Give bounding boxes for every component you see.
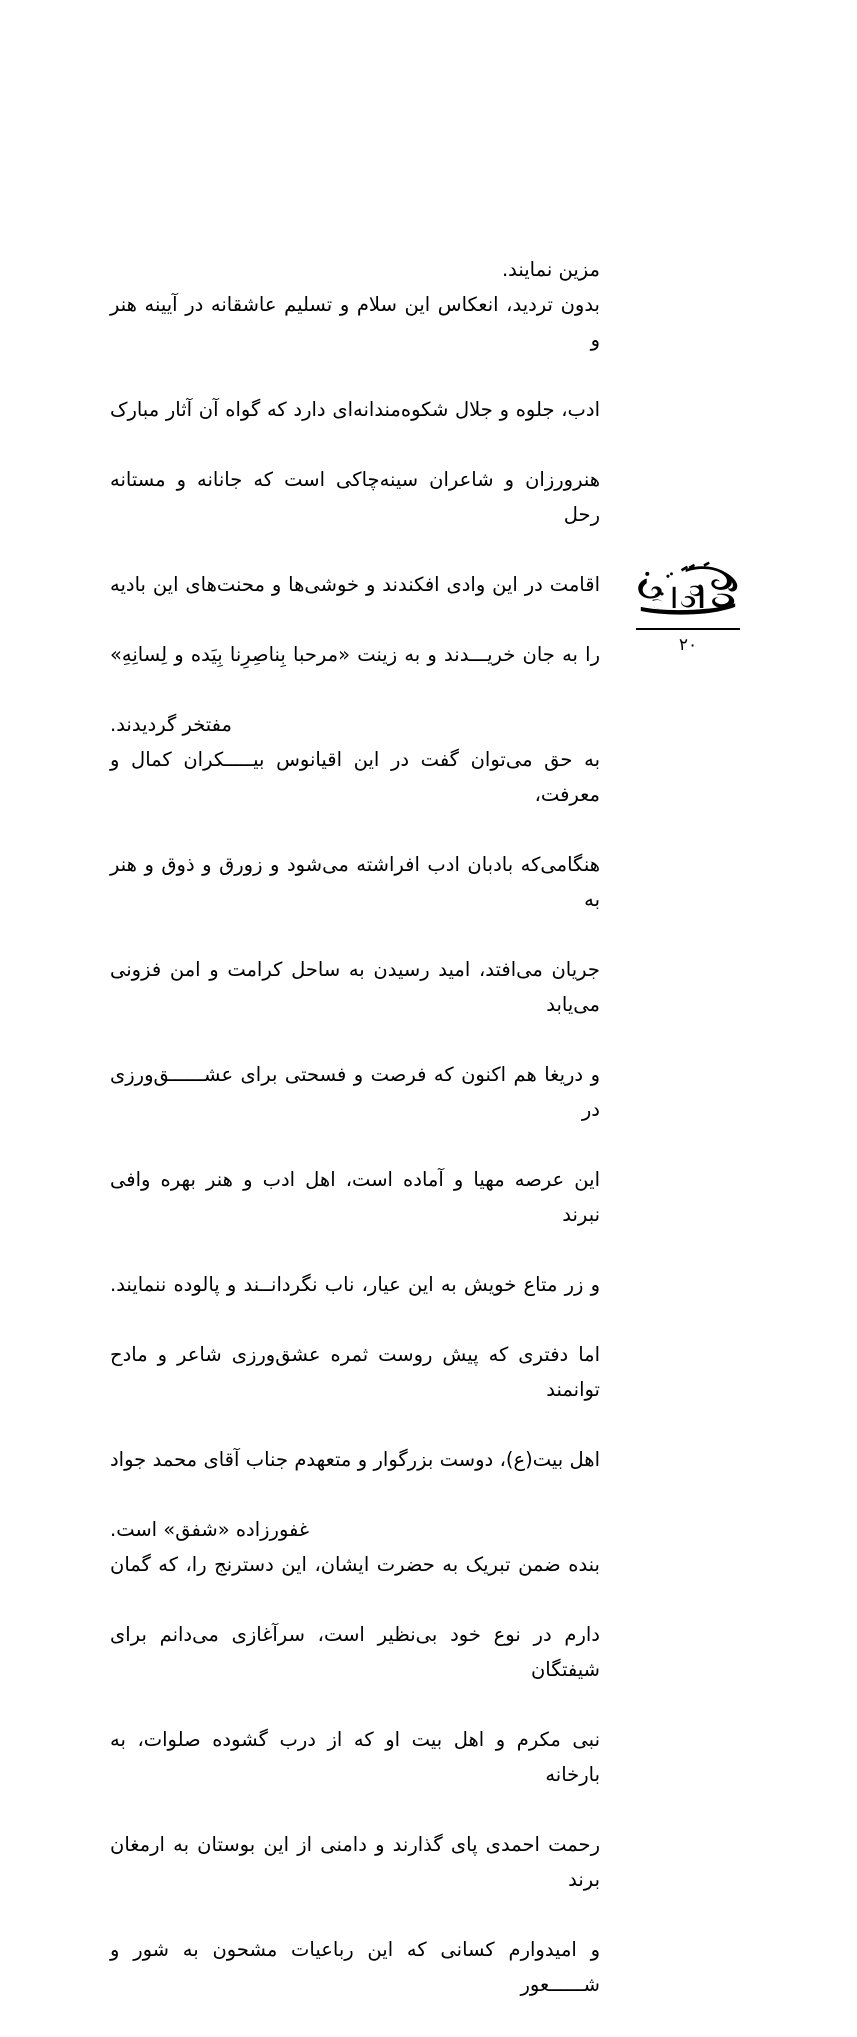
text-line: هنگامی‌که بادبان ادب افراشته می‌شود و زورق و ذوق و هنر به bbox=[103, 853, 600, 911]
text-line: اهل بیت(ع)، دوست بزرگوار و متعهدم جناب آقای محمد جواد bbox=[110, 1448, 600, 1471]
paragraph bbox=[103, 1337, 600, 1547]
text-line: هنرورزان و شاعران سینه‌چاکی است که جانانه و مستانه رحل bbox=[103, 468, 600, 526]
text-line: غفورزاده «شفق» است. bbox=[110, 1518, 310, 1541]
text-line: و زر متاع خویش به این عیار، ناب نگردانــند و پالوده ننمایند. bbox=[110, 1273, 600, 1296]
page-text-column bbox=[103, 252, 601, 2037]
text-line-arabic-quote: را به جان خریـــدند و به زینت «مرحبا بِناصِرِنا بِیَده و لِسانِهِ» bbox=[110, 643, 600, 666]
paragraph bbox=[110, 252, 600, 287]
text-line: دارم در نوع خود بی‌نظیر است، سرآغازی می‌دانم برای شیفتگان bbox=[103, 1623, 600, 1681]
page-number: ۲۰ bbox=[678, 635, 698, 655]
text-line: بدون تردید، انعکاس این سلام و تسلیم عاشقانه در آیینه هنر و bbox=[103, 293, 600, 351]
colophon-divider bbox=[636, 628, 740, 630]
text-line: مزین نمایند. bbox=[501, 258, 600, 281]
text-line: جریان می‌افتد، امید رسیدن به ساحل کرامت و امن فزونی می‌یابد bbox=[103, 958, 600, 1016]
text-line: اقامت در این وادی افکندند و خوشی‌ها و محنت‌های این بادیه bbox=[110, 573, 600, 596]
text-line: رحمت احمدی پای گذارند و دامنی از این بوستان به ارمغان برند bbox=[103, 1833, 600, 1891]
colophon-block bbox=[622, 552, 754, 657]
text-line: بنده ضمن تبریک به حضرت ایشان، این دسترنج را، که گمان bbox=[110, 1553, 600, 1576]
text-line: نبی مکرم و اهل بیت او که از درب گشوده صلوات، به بارخانه bbox=[103, 1728, 600, 1786]
text-line: و امیدوارم کسانی که این رباعیات مشحون به شور و شــــــعور bbox=[103, 1938, 600, 1996]
cheragh-salavat-calligraphy-logo bbox=[629, 552, 747, 624]
paragraph bbox=[103, 287, 600, 742]
text-line: به حق می‌توان گفت در این اقیانوس بیـــــکران کمال و معرفت، bbox=[103, 748, 601, 806]
text-line: ادب، جلوه و جلال شکوه‌مندانه‌ای دارد که گواه آن آثار مبارک bbox=[110, 398, 600, 421]
text-line: اما دفتری که پیش روست ثمره عشق‌ورزی شاعر و مادح توانمند bbox=[103, 1343, 600, 1401]
paragraph bbox=[103, 742, 601, 1337]
text-line: این عرصه مهیا و آماده است، اهل ادب و هنر بهره وافی نبرند bbox=[103, 1168, 600, 1226]
paragraph bbox=[103, 1547, 600, 2037]
text-line: و دریغا هم اکنون که فرصت و فسحتی برای عشــــــق‌ورزی در bbox=[103, 1063, 600, 1121]
text-line: مفتخر گردیدند. bbox=[110, 713, 232, 736]
